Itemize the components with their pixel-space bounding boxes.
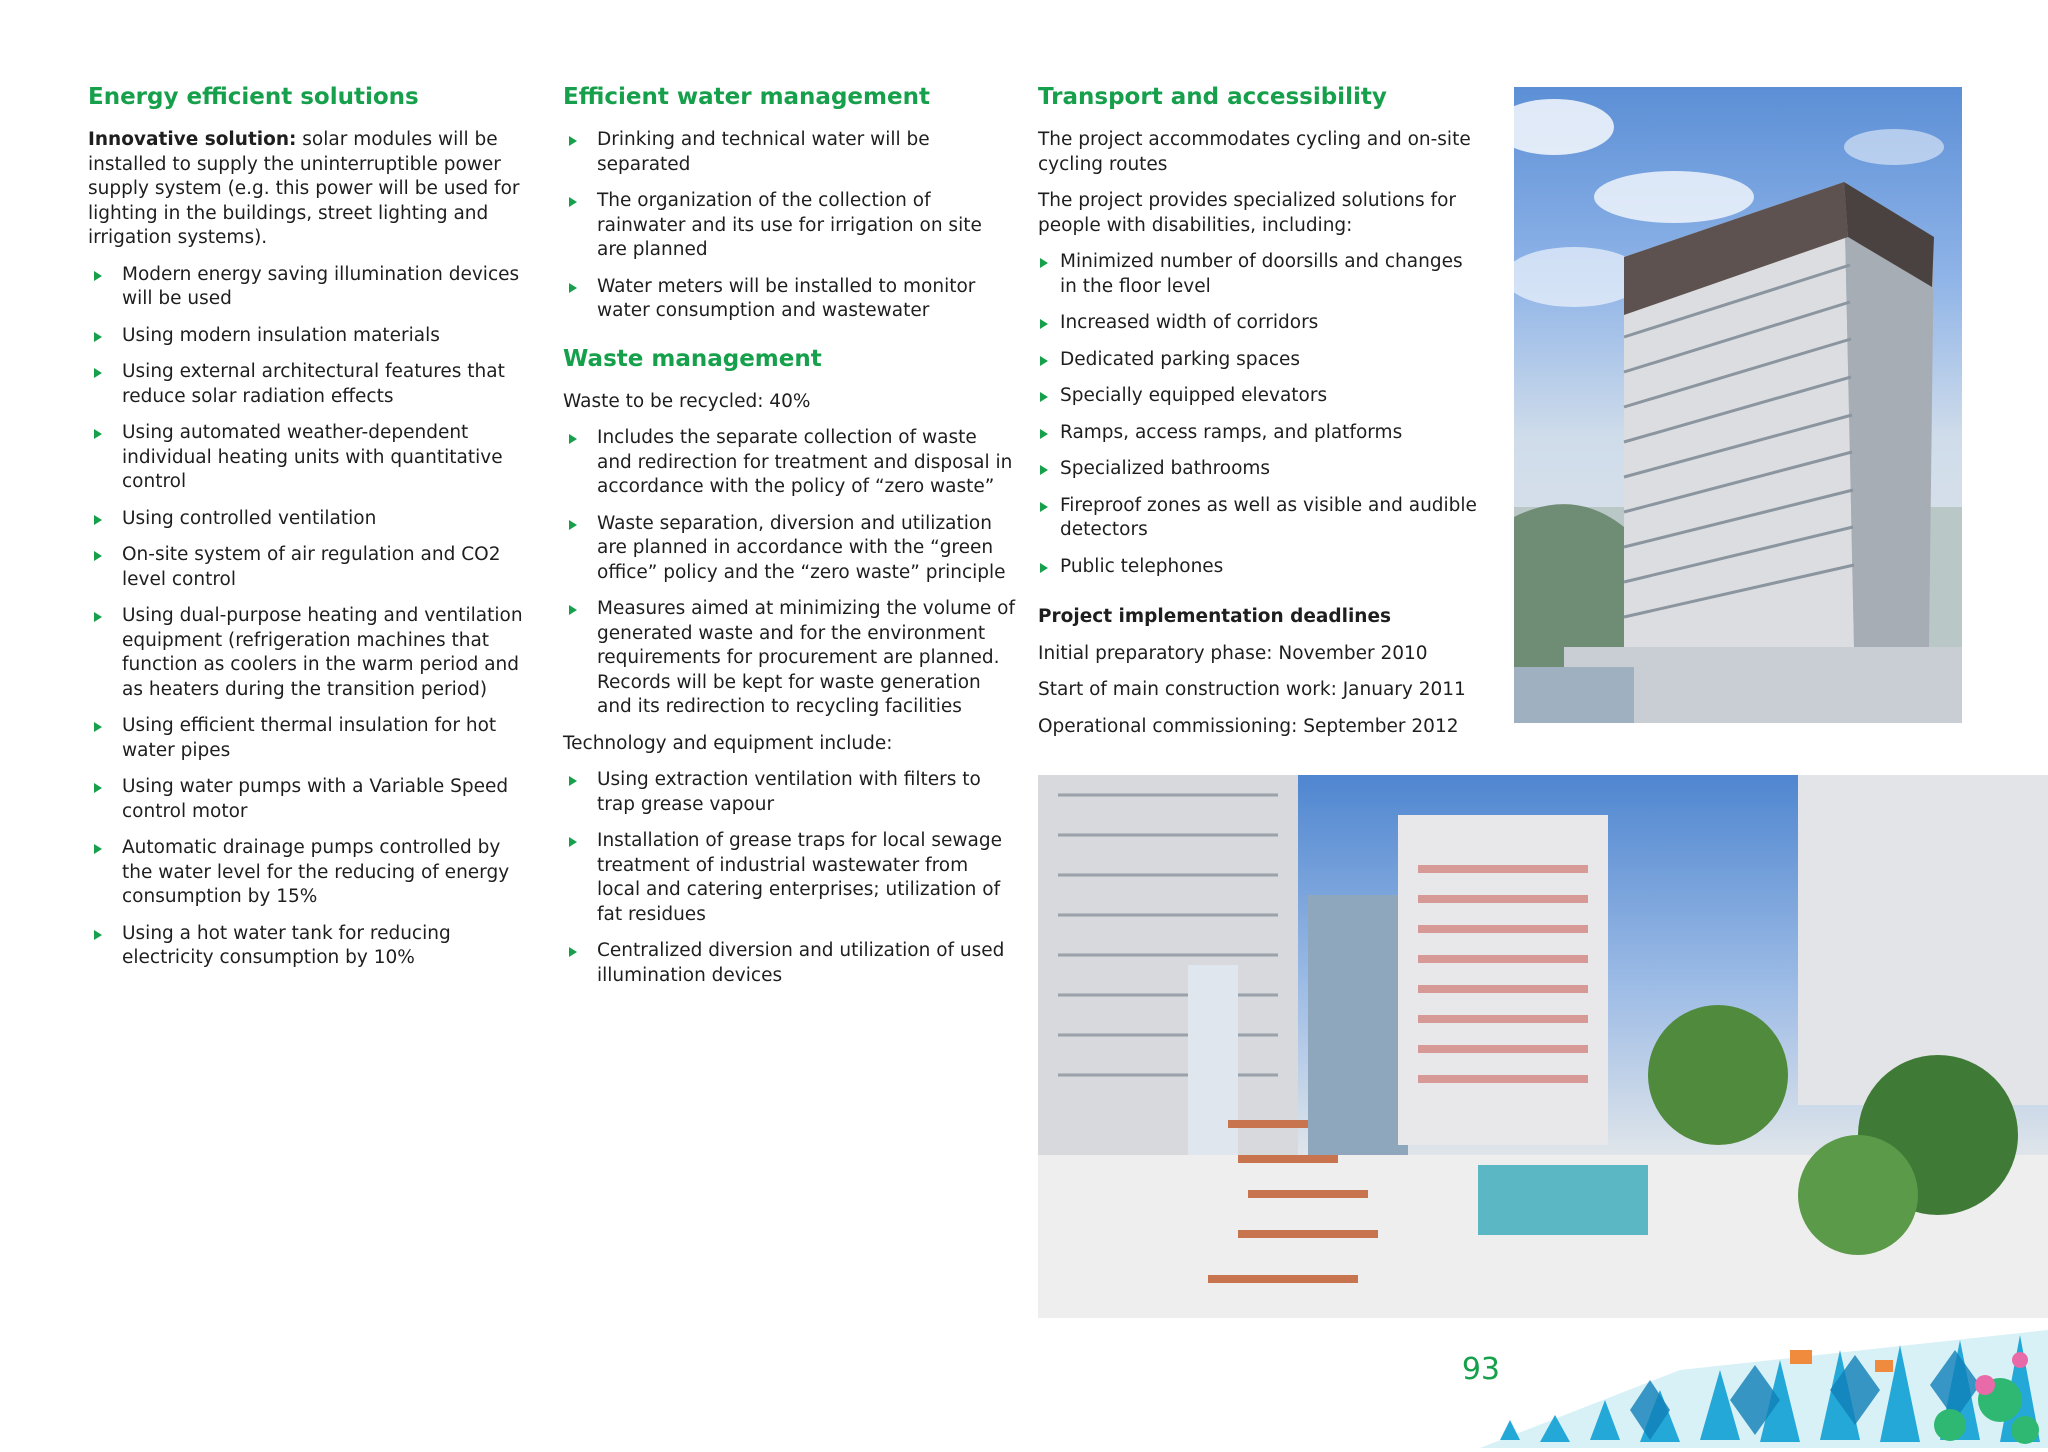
- bullet-arrow-icon: [94, 551, 102, 561]
- bullet-arrow-icon: [94, 722, 102, 732]
- tech-intro: Technology and equipment include:: [563, 732, 893, 754]
- list-item-text: Increased width of corridors: [1060, 312, 1319, 333]
- bullet-arrow-icon: [94, 612, 102, 622]
- list-item: [88, 263, 536, 312]
- bullet-arrow-icon: [1040, 563, 1048, 573]
- deadlines-heading: Project implementation deadlines: [1038, 606, 1392, 627]
- list-item-text: Dedicated parking spaces: [1060, 348, 1301, 370]
- column-energy: [88, 80, 536, 983]
- list-item: [88, 836, 536, 910]
- bullet-arrow-icon: [1040, 465, 1048, 475]
- list-item: [88, 507, 536, 532]
- mosaic-pattern-illustration: [1480, 1330, 2048, 1448]
- heading-water: Efficient water management: [563, 84, 930, 110]
- list-item-text: Water meters will be installed to monitor water consumption and wastewater: [597, 275, 976, 321]
- energy-intro: [88, 128, 536, 251]
- bullet-arrow-icon: [94, 368, 102, 378]
- bullet-arrow-icon: [569, 136, 577, 146]
- list-item: [1038, 555, 1478, 580]
- plaza-illustration: [1038, 775, 2048, 1318]
- list-item: [88, 421, 536, 495]
- page-number: 93: [1461, 1352, 1500, 1387]
- list-item: [1038, 348, 1478, 373]
- bullet-arrow-icon: [569, 520, 577, 530]
- intro-text: solar modules will be installed to supply the uninterruptible power supply system (e.g. this power will be used for lighting in the buildings, street lighting and irrigation systems).: [88, 129, 520, 248]
- list-item-text: Includes the separate collection of waste and redirection for treatment and disposal in accordance with the policy of “zero waste”: [597, 427, 1013, 497]
- list-item: [88, 360, 536, 409]
- list-item-text: Measures aimed at minimizing the volume of generated waste and for the environment requirements for procurement are planned. Records will be kept for waste generation and its redirection to recycling facilities: [597, 598, 1015, 717]
- list-item-text: Using modern insulation materials: [122, 324, 440, 346]
- list-item: [563, 939, 1015, 988]
- bullet-arrow-icon: [94, 271, 102, 281]
- bullet-arrow-icon: [569, 947, 577, 957]
- list-item: [88, 543, 536, 592]
- list-item: [563, 512, 1015, 586]
- plaza-photo: [1038, 775, 2048, 1318]
- list-item: [563, 829, 1015, 927]
- bullet-arrow-icon: [94, 844, 102, 854]
- bullet-arrow-icon: [94, 429, 102, 439]
- column-transport: [1038, 80, 1478, 751]
- list-item: [88, 324, 536, 349]
- list-item: [88, 922, 536, 971]
- bullet-arrow-icon: [1040, 356, 1048, 366]
- list-item: [563, 426, 1015, 500]
- bullet-arrow-icon: [1040, 258, 1048, 268]
- deadline-line: Operational commissioning: September 2012: [1038, 715, 1459, 737]
- list-item-text: Automatic drainage pumps controlled by the water level for the reducing of energy consumption by 15%: [122, 837, 510, 907]
- list-item: [1038, 311, 1478, 336]
- list-item-text: The organization of the collection of rainwater and its use for irrigation on site are planned: [597, 190, 982, 260]
- tower-building-photo: [1514, 87, 1962, 723]
- list-item-text: On-site system of air regulation and CO2 level control: [122, 544, 501, 590]
- decorative-mosaic: [1480, 1330, 2048, 1448]
- intro-bold-label: Innovative solution:: [88, 129, 297, 150]
- bullet-arrow-icon: [94, 332, 102, 342]
- list-item: [1038, 384, 1478, 409]
- bullet-arrow-icon: [569, 776, 577, 786]
- bullet-arrow-icon: [1040, 392, 1048, 402]
- list-item-text: Using a hot water tank for reducing electricity consumption by 10%: [122, 922, 451, 968]
- list-item: [563, 275, 1015, 324]
- list-item-text: Fireproof zones as well as visible and audible detectors: [1060, 494, 1477, 540]
- list-item-text: Using extraction ventilation with filters to trap grease vapour: [597, 769, 981, 815]
- bullet-arrow-icon: [569, 605, 577, 615]
- list-item-text: Using dual-purpose heating and ventilation equipment (refrigeration machines that function as coolers in the warm period and as heaters during the transition period): [122, 605, 523, 700]
- bullet-arrow-icon: [569, 197, 577, 207]
- list-item-text: Drinking and technical water will be separated: [597, 129, 930, 175]
- bullet-arrow-icon: [94, 783, 102, 793]
- list-item: [1038, 250, 1478, 299]
- bullet-arrow-icon: [1040, 319, 1048, 329]
- list-item: [563, 597, 1015, 720]
- list-item-text: Specially equipped elevators: [1060, 385, 1328, 406]
- heading-transport: Transport and accessibility: [1038, 84, 1387, 110]
- bullet-arrow-icon: [569, 283, 577, 293]
- deadline-line: Start of main construction work: January 2011: [1038, 679, 1466, 700]
- list-item: [88, 775, 536, 824]
- deadline-line: Initial preparatory phase: November 2010: [1038, 642, 1428, 664]
- list-item-text: Centralized diversion and utilization of used illumination devices: [597, 940, 1005, 986]
- bullet-arrow-icon: [569, 837, 577, 847]
- bullet-arrow-icon: [1040, 429, 1048, 439]
- tech-list: [563, 768, 1015, 988]
- water-list: [563, 128, 1015, 324]
- list-item-text: Using water pumps with a Variable Speed control motor: [122, 776, 509, 822]
- list-item-text: Public telephones: [1060, 555, 1224, 577]
- transport-para-1: The project accommodates cycling and on-site cycling routes: [1038, 129, 1471, 175]
- list-item: [563, 128, 1015, 177]
- tower-illustration: [1514, 87, 1962, 723]
- heading-waste: Waste management: [563, 345, 822, 372]
- list-item: [563, 189, 1015, 263]
- list-item-text: Modern energy saving illumination devices will be used: [122, 263, 520, 309]
- bullet-arrow-icon: [94, 930, 102, 940]
- bullet-arrow-icon: [569, 434, 577, 444]
- bullet-arrow-icon: [1040, 502, 1048, 512]
- accessibility-list: [1038, 250, 1478, 579]
- list-item-text: Installation of grease traps for local sewage treatment of industrial wastewater from local and catering enterprises; utilization of fat residues: [597, 830, 1002, 925]
- list-item: [1038, 421, 1478, 446]
- list-item-text: Using external architectural features that reduce solar radiation effects: [122, 361, 505, 407]
- energy-list: [88, 263, 536, 971]
- list-item: [88, 714, 536, 763]
- bullet-arrow-icon: [94, 515, 102, 525]
- heading-energy: Energy efficient solutions: [88, 84, 419, 110]
- list-item-text: Using efficient thermal insulation for hot water pipes: [122, 715, 497, 761]
- column-water-waste: [563, 80, 1015, 1000]
- list-item: [88, 604, 536, 702]
- list-item-text: Minimized number of doorsills and changes in the floor level: [1060, 251, 1463, 297]
- list-item: [563, 768, 1015, 817]
- waste-intro: Waste to be recycled: 40%: [563, 390, 811, 412]
- list-item-text: Ramps, access ramps, and platforms: [1060, 421, 1403, 443]
- list-item-text: Using controlled ventilation: [122, 507, 377, 529]
- list-item-text: Using automated weather-dependent individual heating units with quantitative control: [122, 422, 503, 492]
- waste-list: [563, 426, 1015, 720]
- list-item: [1038, 494, 1478, 543]
- list-item: [1038, 457, 1478, 482]
- transport-para-2: The project provides specialized solutions for people with disabilities, including:: [1038, 190, 1456, 236]
- list-item-text: Specialized bathrooms: [1060, 458, 1271, 479]
- list-item-text: Waste separation, diversion and utilization are planned in accordance with the “green office” policy and the “zero waste” principle: [597, 512, 1006, 583]
